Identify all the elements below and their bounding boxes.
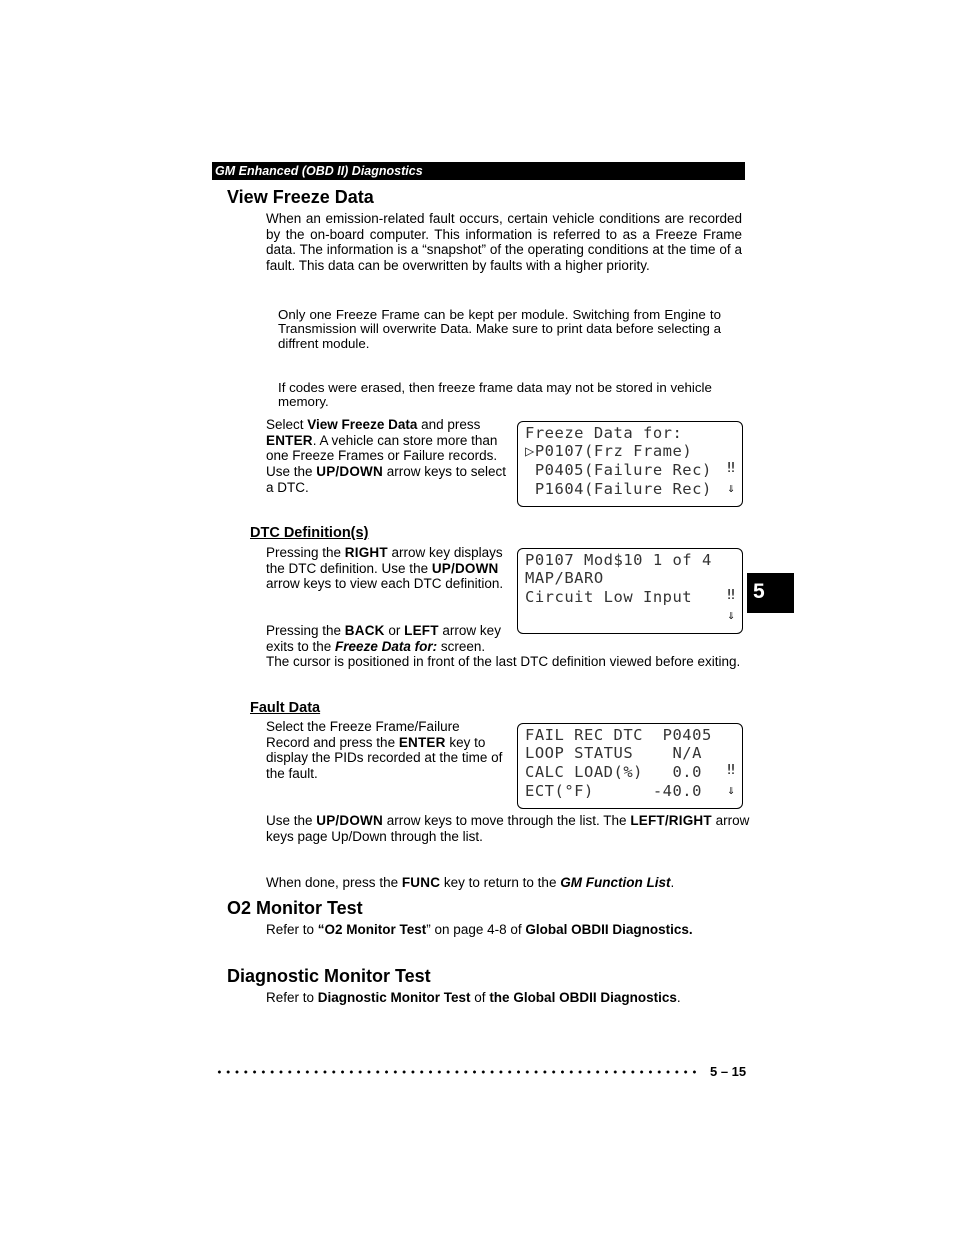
select-instructions (266, 417, 506, 496)
text: and press (417, 417, 481, 432)
ref: the Global OBDII Diagnostics (489, 990, 677, 1005)
diagnostic-monitor-text (266, 990, 756, 1006)
screen-fault-data (517, 723, 743, 809)
section-title: GM Enhanced (OBD II) Diagnostics (215, 164, 423, 178)
note-one-frame: Only one Freeze Frame can be kept per module. Switching from Engine to Transmission will overwrite Data. Make sure to print data before selecting a diffrent module. (278, 307, 721, 351)
text: Refer to (266, 990, 318, 1005)
text: key to return to the (440, 875, 561, 890)
fault-done (266, 875, 756, 891)
text: arrow keys to select a DTC. (266, 464, 506, 495)
fault-instructions (266, 719, 506, 782)
key-enter: ENTER (266, 432, 313, 448)
key-up-down: UP/DOWN (431, 560, 499, 576)
key-enter: ENTER (398, 734, 446, 750)
key-right: RIGHT (344, 545, 388, 560)
text: screen. (437, 638, 486, 654)
key-back: BACK (344, 623, 385, 638)
text: arrow keys to view each DTC definition. (266, 576, 504, 592)
screen-line: LOOP STATUS N/A (525, 744, 702, 762)
key-left: LEFT (404, 623, 439, 638)
key-left-right: LEFT/RIGHT (630, 813, 712, 828)
more-up-icon: ‼ (727, 461, 735, 476)
screen-line: P0405(Failure Rec) (525, 461, 712, 479)
text: . (670, 875, 675, 890)
view-freeze-intro: When an emission-related fault occurs, certain vehicle conditions are recorded by the on-board computer. This information is referred to as a Freeze Frame data. The information is a “snapshot” of the operating conditions at the time of a fault. This data can be overwritten by faults with a higher priority. (266, 211, 742, 274)
screen-line-selected (525, 442, 692, 460)
footer-dotted-rule (215, 1070, 698, 1074)
more-down-icon: ⇓ (727, 608, 735, 623)
view-freeze-heading: View Freeze Data (227, 187, 374, 207)
ref: Global OBDII Diagnostics. (525, 922, 693, 937)
chapter-tab: 5 (747, 573, 794, 613)
key-up-down: UP/DOWN (316, 464, 383, 480)
text: Use the (266, 813, 317, 828)
cursor-arrow-icon: ▷ (525, 442, 535, 460)
fault-navigation (266, 813, 756, 844)
screen-line: ECT(°F) -40.0 (525, 782, 702, 800)
text: Refer to (266, 922, 318, 937)
screen-line: MAP/BARO (525, 569, 604, 587)
text: Select the Freeze Frame/Failure Record and press the (266, 719, 460, 750)
text: . A vehicle can store more than one Freeze Frames or Failure records. Use the (266, 432, 498, 480)
text: ” on page 4-8 of (426, 922, 526, 937)
text: Pressing the (266, 623, 345, 638)
note-codes-erased: If codes were erased, then freeze frame data may not be stored in vehicle memory. (278, 380, 712, 410)
dtc-instructions (266, 545, 506, 592)
section-header-bar (212, 162, 745, 180)
text: key to display the PIDs recorded at the time of the fault. (266, 734, 503, 782)
text: . (676, 990, 681, 1005)
cursor-note: The cursor is positioned in front of the last DTC definition viewed before exiting. (266, 654, 741, 669)
screen-line: CALC LOAD(%) 0.0 (525, 763, 702, 781)
text: When done, press the (266, 875, 402, 890)
text: of (470, 990, 490, 1005)
screen-line: Freeze Data for: (525, 424, 683, 442)
screen-ref: Freeze Data for: (335, 638, 438, 654)
more-up-icon: ‼ (727, 763, 735, 778)
o2-monitor-heading: O2 Monitor Test (227, 898, 363, 918)
o2-monitor-text (266, 922, 756, 938)
text: arrow key exits to the (266, 623, 501, 654)
text: arrow keys page Up/Down through the list. (266, 813, 750, 844)
text: Pressing the (266, 545, 345, 560)
menu-item-ref: View Freeze Data (307, 417, 418, 432)
ref: “O2 Monitor Test (317, 922, 427, 937)
diagnostic-monitor-heading: Diagnostic Monitor Test (227, 966, 431, 986)
ref: Diagnostic Monitor Test (317, 990, 471, 1005)
more-down-icon: ⇓ (727, 783, 735, 798)
screen-line: Circuit Low Input (525, 588, 693, 606)
screen-line: P0107 Mod$10 1 of 4 (525, 551, 712, 569)
dtc-definitions-heading: DTC Definition(s) (250, 525, 369, 541)
key-up-down: UP/DOWN (316, 813, 383, 828)
text: arrow key displays the DTC definition. Use the (266, 545, 503, 576)
screen-text: P0107(Frz Frame) (534, 442, 693, 460)
more-down-icon: ⇓ (727, 481, 735, 496)
key-func: FUNC (401, 875, 441, 890)
screen-freeze-data (517, 421, 743, 507)
text: or (384, 623, 405, 638)
page-number: 5 – 15 (710, 1064, 747, 1079)
screen-line: FAIL REC DTC P0405 (525, 726, 712, 744)
menu-ref: GM Function List (560, 875, 671, 890)
text: Select (266, 417, 308, 432)
screen-line: P1604(Failure Rec) (525, 480, 712, 498)
fault-data-heading: Fault Data (250, 700, 321, 716)
more-up-icon: ‼ (727, 588, 735, 603)
text: arrow keys to move through the list. The (382, 813, 631, 828)
dtc-exit-instructions (266, 623, 506, 654)
screen-dtc-definition (517, 548, 743, 634)
